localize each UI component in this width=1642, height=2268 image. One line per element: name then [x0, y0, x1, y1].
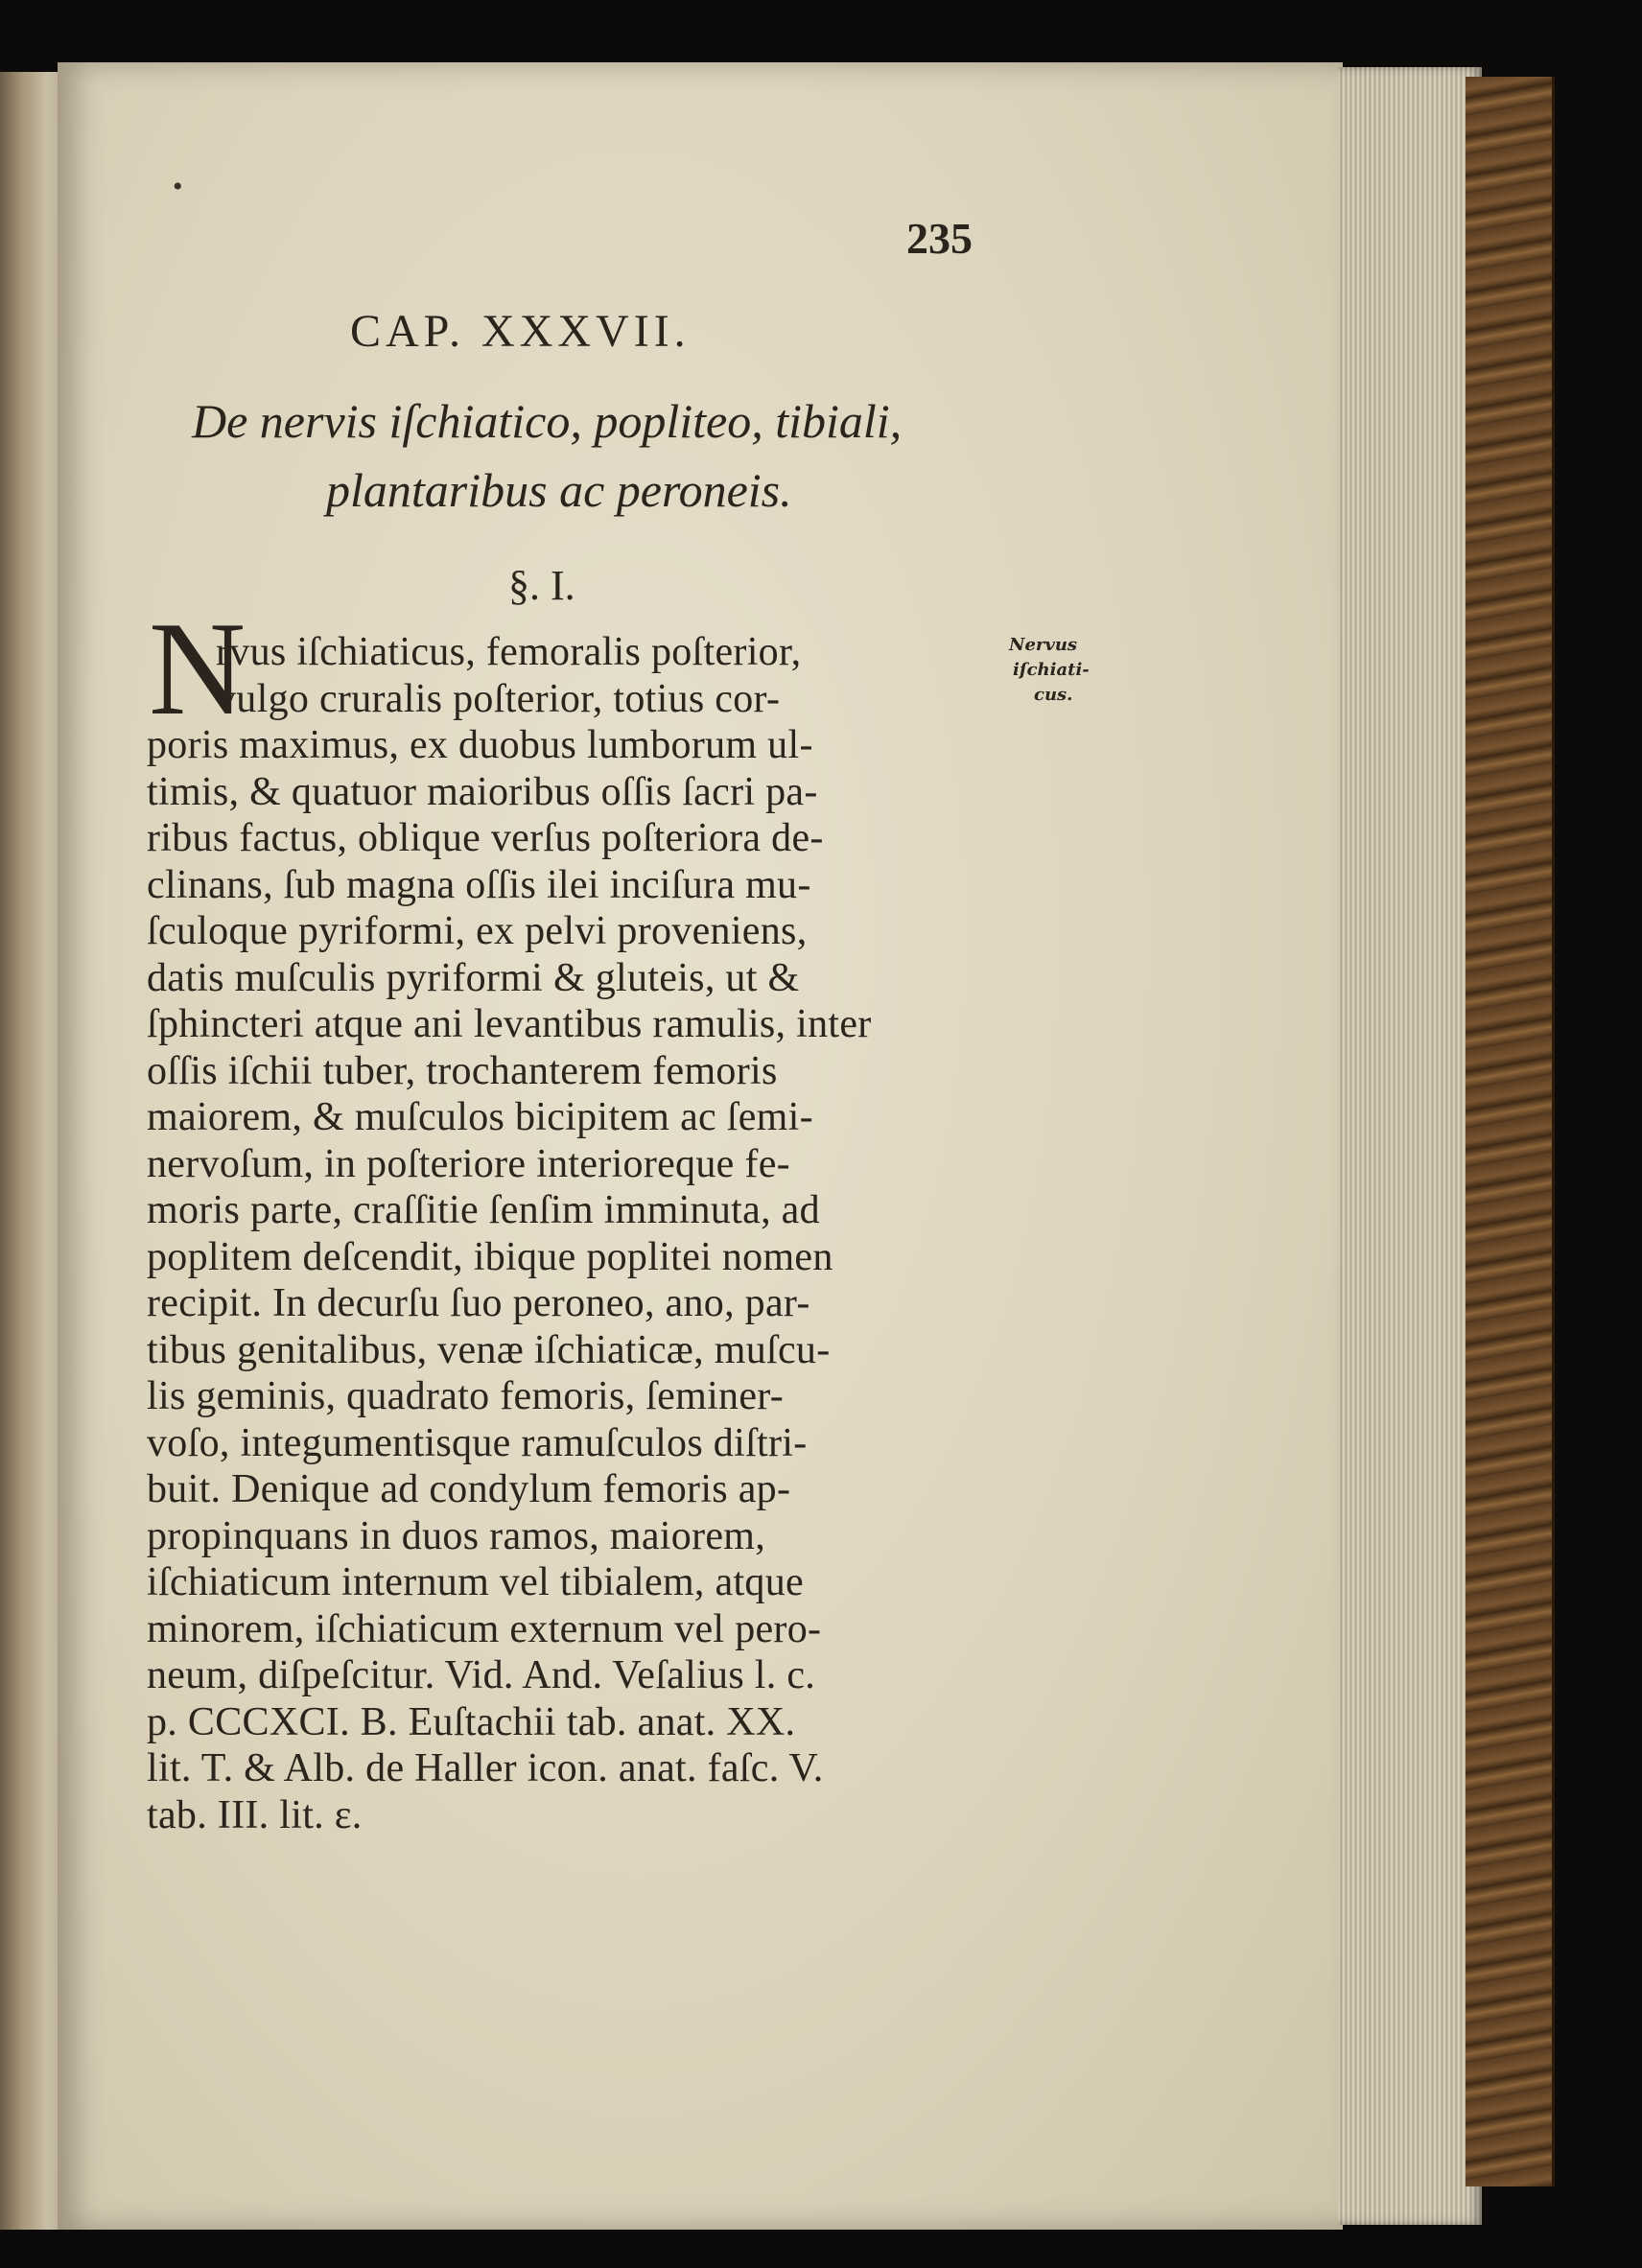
chapter-title-line: De nervis iſchiatico, popliteo, tibiali,: [192, 394, 903, 448]
text-line: oſſis iſchii tuber, trochanterem femoris: [147, 1048, 778, 1093]
margin-note-line: cus.: [1034, 685, 1073, 705]
text-line: ribus factus, oblique verſus poſteriora de-: [147, 816, 824, 860]
text-line: tibus genitalibus, venæ iſchiaticæ, muſcu-: [147, 1327, 831, 1372]
page-stack-edge: [1338, 67, 1482, 2225]
text-line: lis geminis, quadrato femoris, ſeminer-: [147, 1374, 785, 1418]
chapter-heading: CAP. XXXVII.: [350, 306, 691, 357]
text-line: iſchiaticum internum vel tibialem, atque: [147, 1560, 804, 1604]
text-line: nervoſum, in poſteriore interioreque fe-: [147, 1141, 790, 1186]
text-line: datis muſculis pyriformi & gluteis, ut &: [147, 955, 800, 1000]
text-line: recipit. In decurſu ſuo peroneo, ano, par-: [147, 1281, 810, 1325]
text-line: poplitem deſcendit, ibique poplitei nomen: [147, 1234, 833, 1279]
text-line: rvus iſchiaticus, femoralis poſterior,: [216, 630, 802, 674]
text-line: moris parte, craſſitie ſenſim imminuta, ad: [147, 1188, 820, 1232]
text-line: clinans, ſub magna oſſis ilei inciſura mu-: [147, 862, 811, 907]
chapter-title-line: plantaribus ac peroneis.: [326, 463, 792, 517]
text-line: neum, diſpeſcitur. Vid. And. Veſalius l. c.: [147, 1653, 816, 1697]
drop-cap: N: [149, 595, 246, 743]
text-line: buit. Denique ad condylum femoris ap-: [147, 1467, 791, 1511]
margin-note-line: iſchiati-: [1013, 660, 1090, 680]
text-line: minorem, iſchiaticum externum vel pero-: [147, 1606, 822, 1651]
text-line: tab. III. lit. ε.: [147, 1792, 363, 1837]
text-line: voſo, integumentisque ramuſculos diſtri-: [147, 1420, 808, 1465]
text-line: lit. T. & Alb. de Haller icon. anat. faſc. V.: [147, 1746, 824, 1790]
text-line: maiorem, & muſculos bicipitem ac ſemi-: [147, 1095, 813, 1139]
page-number: 235: [906, 214, 973, 263]
text-line: poris maximus, ex duobus lumborum ul-: [147, 723, 813, 767]
text-line: ſphincteri atque ani levantibus ramulis, inter: [147, 1002, 872, 1046]
text-line: vulgo cruralis poſterior, totius cor-: [216, 676, 781, 721]
text-line: timis, & quatuor maioribus oſſis ſacri pa-: [147, 769, 818, 814]
text-line: ſculoque pyriformi, ex pelvi proveniens,: [147, 909, 808, 953]
stray-mark: •: [173, 171, 183, 202]
section-mark: §. I.: [508, 562, 575, 609]
book-cover-edge: [1466, 77, 1555, 2186]
text-line: propinquans in duos ramos, maiorem,: [147, 1513, 766, 1558]
text-line: p. CCCXCI. B. Euſtachii tab. anat. XX.: [147, 1699, 796, 1744]
margin-note: [1009, 633, 1134, 708]
margin-note-line: Nervus: [1009, 635, 1078, 655]
